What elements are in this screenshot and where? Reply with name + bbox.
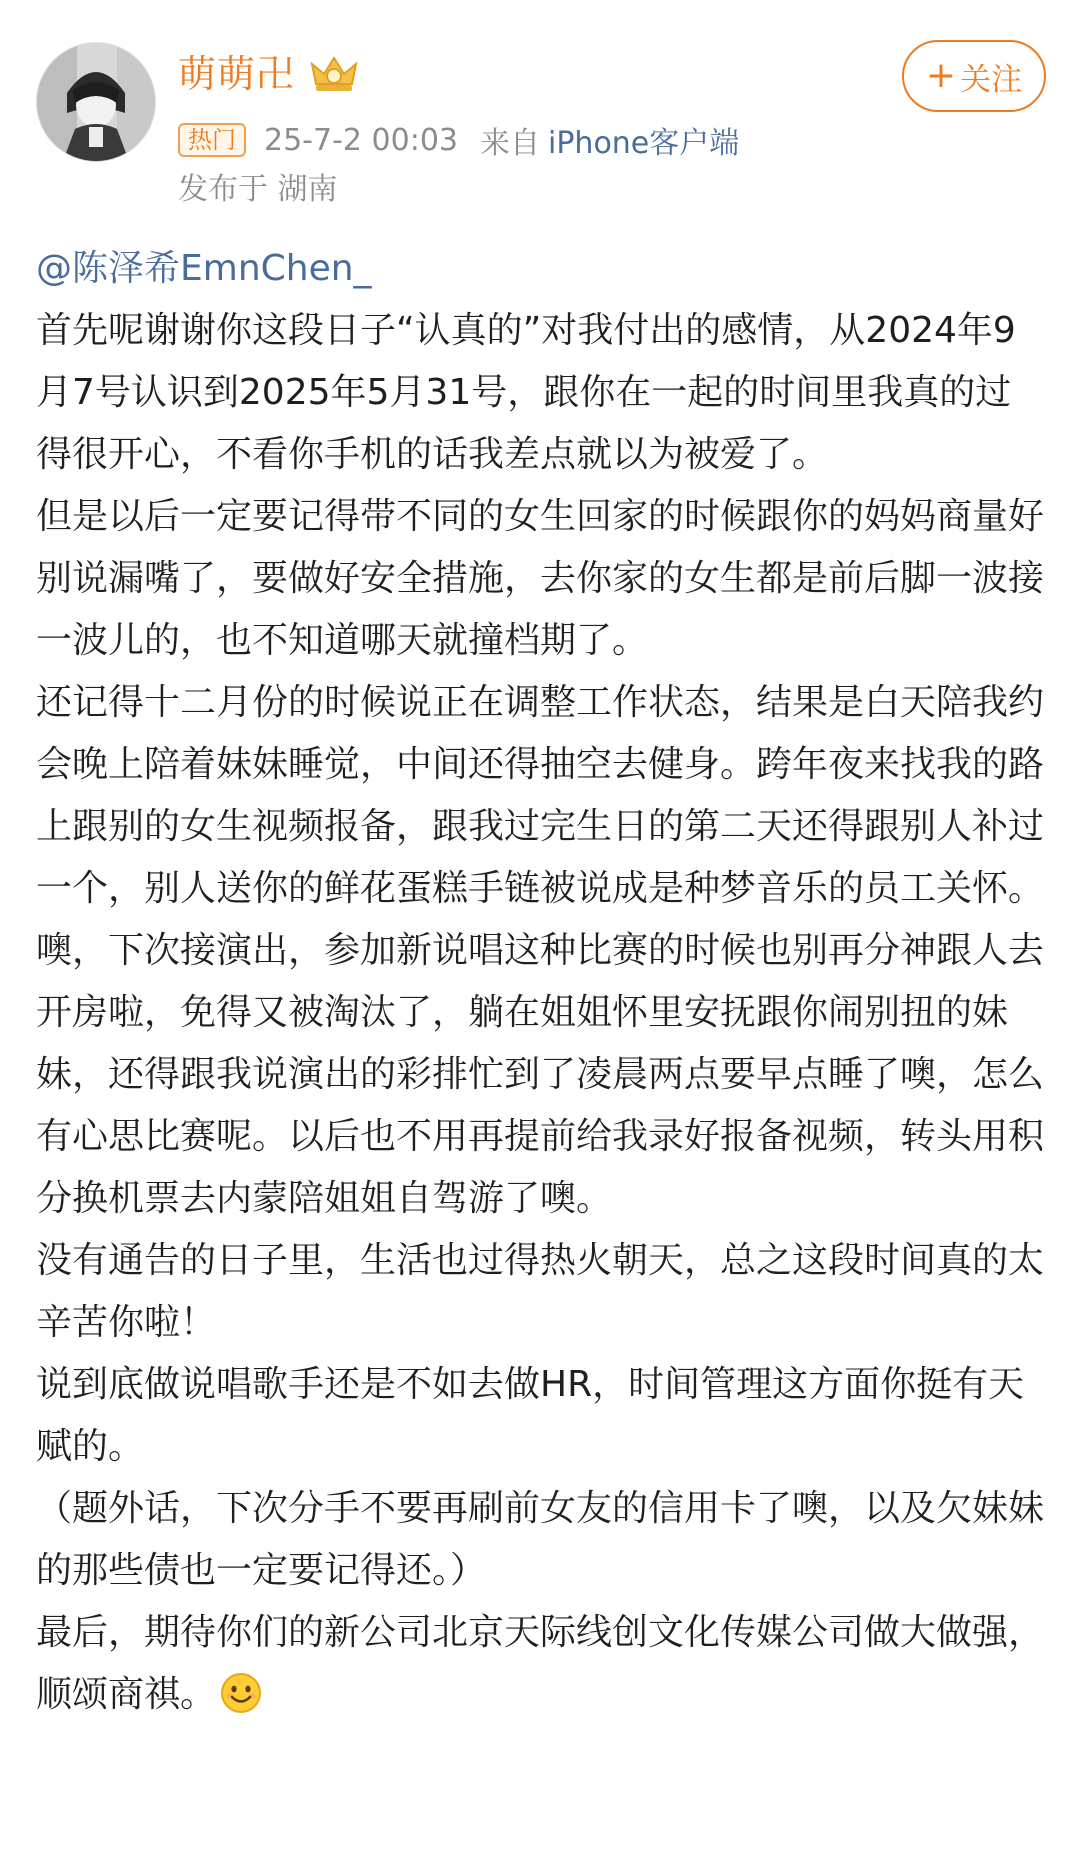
post-paragraph: 说到底做说唱歌手还是不如去做HR，时间管理这方面你挺有天赋的。 <box>36 1364 1025 1467</box>
follow-button[interactable] <box>902 40 1046 112</box>
post-header <box>0 0 1080 225</box>
post-source[interactable]: iPhone客户端 <box>548 126 740 161</box>
avatar-image <box>37 43 155 161</box>
avatar[interactable] <box>36 42 156 162</box>
post-paragraph: 但是以后一定要记得带不同的女生回家的时候跟你的妈妈商量好别说漏嘴了，要做好安全措施，去你家的女生都是前后脚一波接一波儿的，也不知道哪天就撞档期了。 <box>36 496 1045 661</box>
crown-badge-icon <box>308 54 360 94</box>
smile-emoji-icon <box>220 1672 262 1714</box>
post-paragraph-last <box>36 1602 1046 1726</box>
post-paragraph: 还记得十二月份的时候说正在调整工作状态，结果是白天陪我约会晚上陪着妹妹睡觉，中间还得抽空去健身。跨年夜来找我的路上跟别的女生视频报备，跟我过完生日的第二天还得跟别人补过一个，别人送你的鲜花蛋糕手链被说成是种梦音乐的员工关怀。噢，下次接演出，参加新说唱这种比赛的时候也别再分神跟人去开房啦，免得又被淘汰了，躺在姐姐怀里安抚跟你闹别扭的妹妹，还得跟我说演出的彩排忙到了凌晨两点要早点睡了噢，怎么有心思比赛呢。以后也不用再提前给我录好报备视频，转头用积分换机票去内蒙陪姐姐自驾游了噢。 <box>36 682 1045 1219</box>
post-time: 25-7-2 00:03 <box>264 122 458 158</box>
hot-badge: 热门 <box>178 123 246 157</box>
post-paragraph: （题外话，下次分手不要再刷前女友的信用卡了噢，以及欠妹妹的那些债也一定要记得还。） <box>36 1488 1045 1591</box>
author-name[interactable]: 萌萌卍 <box>178 52 296 96</box>
post-content <box>36 238 1046 1726</box>
plus-icon: + <box>925 55 957 96</box>
post-paragraph: 首先呢谢谢你这段日子“认真的”对我付出的感情，从2024年9月7号认识到2025年5月31号，跟你在一起的时间里我真的过得很开心，不看你手机的话我差点就以为被爱了。 <box>36 310 1016 475</box>
post-paragraph: 没有通告的日子里，生活也过得热火朝天，总之这段时间真的太辛苦你啦！ <box>36 1240 1045 1343</box>
mention-link[interactable]: @陈泽希EmnChen_ <box>36 248 372 289</box>
source-prefix: 来自 <box>480 126 540 161</box>
follow-label: 关注 <box>960 61 1023 98</box>
post-paragraph: 最后，期待你们的新公司北京天际线创文化传媒公司做大做强，顺颂商祺。 <box>36 1612 1045 1715</box>
post-location: 发布于 湖南 <box>178 172 338 207</box>
post-meta <box>178 120 739 160</box>
